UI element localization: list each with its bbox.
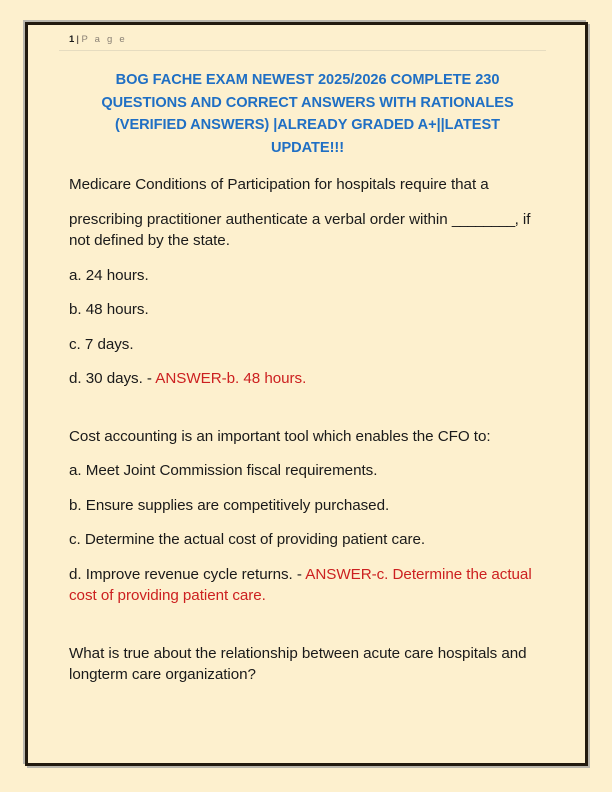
question-1-option-d-text: d. 30 days. -: [69, 370, 156, 387]
page-number: 1: [69, 34, 75, 45]
question-1-stem: Medicare Conditions of Participation for hospitals require that a: [69, 176, 489, 193]
header-separator: |: [76, 34, 80, 45]
question-2-option-b: b. Ensure supplies are competitively purchased.: [69, 496, 390, 514]
question-1-stem-continued: [69, 209, 546, 252]
question-2-option-c: c. Determine the actual cost of providing patient care.: [69, 531, 426, 548]
question-2-answer: ANSWER-c. Determine the actual cost of providing patient care.: [69, 565, 532, 604]
question-1-option-c: c. 7 days.: [69, 335, 134, 353]
page-label: P a g e: [81, 34, 127, 45]
question-2-stem: Cost accounting is an important tool which enables the CFO to:: [69, 427, 491, 445]
question-2-option-d: [69, 564, 546, 607]
question-3-stem: What is true about the relationship between acute care hospitals and longterm care organization?: [69, 644, 527, 683]
question-1-option-d: [69, 368, 546, 390]
fill-in-blank: ________: [451, 210, 515, 228]
question-1-stem-pre: prescribing practitioner authenticate a verbal order within: [69, 210, 452, 228]
question-1-answer: ANSWER-b. 48 hours.: [155, 370, 307, 387]
question-2-option-d-text: d. Improve revenue cycle returns. -: [69, 565, 306, 583]
question-1-stem-post: , if not defined by the state.: [69, 210, 531, 249]
question-1-option-a: a. 24 hours.: [69, 266, 149, 284]
question-2-option-a: a. Meet Joint Commission fiscal requirements.: [69, 462, 378, 479]
document-title: BOG FACHE EXAM NEWEST 2025/2026 COMPLETE 230 QUESTIONS AND CORRECT ANSWERS WITH RATIONALES (VERIFIED ANSWERS) |ALREADY GRADED A+||LATEST UPDATE!!!: [101, 72, 514, 156]
page-header: [69, 34, 546, 50]
question-1-option-b: b. 48 hours.: [69, 301, 149, 318]
header-divider: [59, 50, 546, 51]
